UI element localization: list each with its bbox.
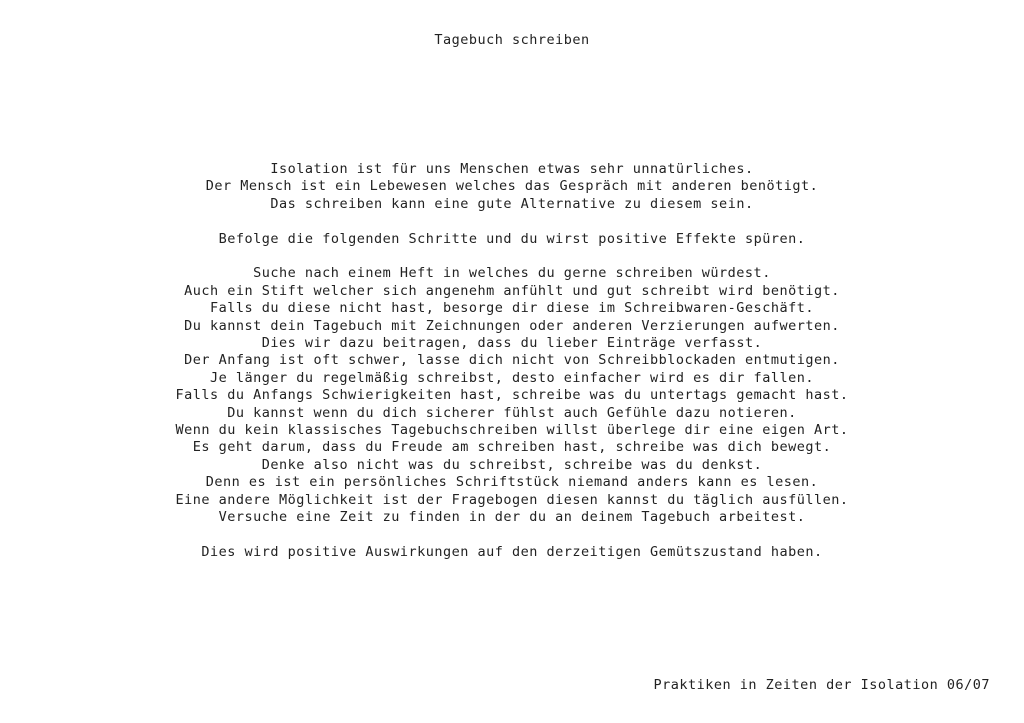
text-line: Denn es ist ein persönliches Schriftstück niemand anders kann es lesen. — [205, 474, 819, 491]
page-footer: Praktiken in Zeiten der Isolation 06/07 — [653, 677, 990, 693]
text-line: Falls du Anfangs Schwierigkeiten hast, schreibe was du untertags gemacht hast. — [175, 387, 849, 404]
text-line: Es geht darum, dass du Freude am schreiben hast, schreibe was dich bewegt. — [192, 439, 832, 456]
text-line: Auch ein Stift welcher sich angenehm anfühlt und gut schreibt wird benötigt. — [184, 282, 840, 299]
text-line: Wenn du kein klassisches Tagebuchschreiben willst überlege dir eine eigen Art. — [175, 422, 849, 439]
steps-paragraph — [0, 265, 1024, 526]
text-line: Der Anfang ist oft schwer, lasse dich nicht von Schreibblockaden entmutigen. — [184, 352, 840, 369]
text-line: Du kannst dein Tagebuch mit Zeichnungen oder anderen Verzierungen aufwerten. — [184, 317, 840, 334]
body-text — [0, 161, 1024, 561]
intro-paragraph — [0, 161, 1024, 213]
text-line: Isolation ist für uns Menschen etwas sehr unnatürliches. — [270, 161, 754, 177]
text-line: Das schreiben kann eine gute Alternative zu diesem sein. — [270, 195, 754, 212]
text-line: Der Mensch ist ein Lebewesen welches das Gespräch mit anderen benötigt. — [205, 178, 819, 195]
text-line: Je länger du regelmäßig schreibst, desto einfacher wird es dir fallen. — [210, 369, 814, 386]
text-line: Versuche eine Zeit zu finden in der du an deinem Tagebuch arbeitest. — [218, 509, 806, 526]
text-line: Dies wird positive Auswirkungen auf den derzeitigen Gemütszustand haben. — [201, 543, 823, 560]
page-title: Tagebuch schreiben — [434, 32, 590, 48]
text-line: Eine andere Möglichkeit ist der Fragebogen diesen kannst du täglich ausfüllen. — [175, 491, 849, 508]
closing-paragraph — [0, 544, 1024, 561]
text-line: Dies wir dazu beitragen, dass du lieber Einträge verfasst. — [261, 335, 763, 352]
text-line: Denke also nicht was du schreibst, schreibe was du denkst. — [261, 456, 763, 473]
text-line: Befolge die folgenden Schritte und du wirst positive Effekte spüren. — [218, 230, 806, 247]
text-line: Falls du diese nicht hast, besorge dir diese im Schreibwaren-Geschäft. — [210, 300, 814, 317]
text-line: Du kannst wenn du dich sicherer fühlst auch Gefühle dazu notieren. — [227, 404, 797, 421]
text-line: Suche nach einem Heft in welches du gerne schreiben würdest. — [253, 265, 771, 282]
instruction-paragraph — [0, 231, 1024, 248]
